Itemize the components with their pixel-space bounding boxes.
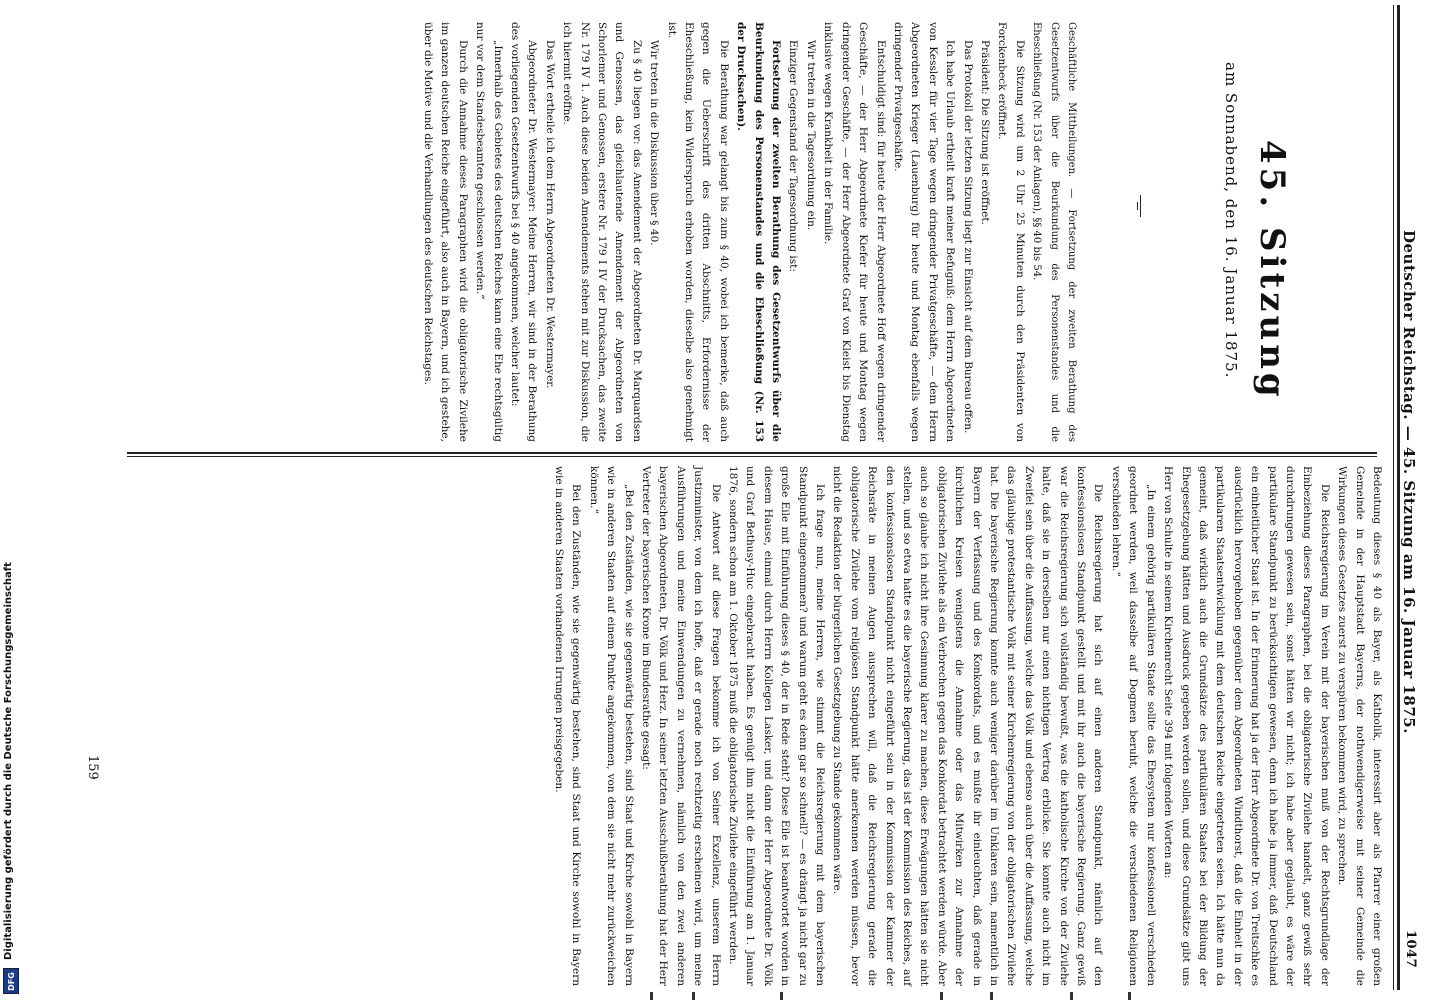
folio-number (85, 755, 100, 780)
digitization-note (3, 562, 14, 960)
right-column (135, 466, 1385, 986)
paragraph: Ich frage nun, meine Herren, wie stimmt die Reichsregierung mit dem bayerischen Standpunkt eingenommen? und warum geht es denn gar so schnell? — es drängt ja nicht gar zu große Eile mit Einführung dieses § 40, der in Rede steht? Diese Eile ist beantwortet worden in diesem Hause, einmal durch Herrn Kollegen Lasker, und dann der Herr Abgeordnete Dr. Völk und Graf Bethusy-Huc eingebracht haben. Es genügt ihm nicht die Einführung am 1. Januar 1876, sondern schon am 1. Oktober 1875 muß die obligatorische Zivilehe eingeführt werden. (726, 466, 826, 986)
page-number (1403, 930, 1418, 968)
session-date (1222, 62, 1240, 378)
quotation: „Innerhalb des Gebietes des deutschen Reiches kann eine Ehe rechtsgültig nur vor dem Standesbeamten geschlossen werden.“ (474, 22, 504, 442)
session-date-text: am Sonnabend, den 16. Januar 1875. (1222, 62, 1240, 379)
session-title (1252, 140, 1292, 401)
paragraph: Die Reichsregierung hat sich auf einen anderen Standpunkt, nämlich auf den konfessionslosen Standpunkt gestellt und mit ihr auch die bayerische Regierung. Ganz gewiß war die Reichsregierung sich vollständig bewußt, was die katholische Kirche von der Zivilehe halte, daß sie in derselben nur einen nichtigen Vertrag erblicke. Sie konnte auch nicht im Zweifel sein über die Auffassung, welche das Volk und ebenso auch über die Auffassung, welche das gläubige protestantische Volk mit seiner Kirchenregierung von der obligatorischen Zivilehe hat. Die bayerische Regierung konnte auch weniger darüber im Unklaren sein, namentlich in Bayern der Verfassung und des Konkordats, und es mußte ihr einleuchten, daß gerade in kirchlichen Kreisen wenigstens die Annahme oder das Mitwirken zur Annahme der obligatorischen Zivilehe als ein Verbrechen gegen das Konkordat betrachtet werden würde. Aber auch so glaube ich nicht ihre Gesinnung klarer zu machen, diese Erwägungen hätten sie nicht stellen, und so etwa hatte es die bayerische Regierung, das ist der Kommission des Reiches, auf den konfessionslosen Standpunkt nicht eingeführt sein in der Kommission der Kammer der Reichsräte in meinen Augen aussprechen will, daß die Reichsregierung gerade die obligatorische Zivilehe vom religiösen Standpunkt hätte anerkennen werden müssen, bevor nicht die Redaktion der bürgerlichen Gesetzgebung zu Stande gekommen wäre. (831, 466, 1105, 986)
folio-text: 159 (85, 755, 100, 780)
paragraph: Präsident: Die Sitzung ist eröffnet. (978, 40, 991, 225)
column-divider (127, 452, 1377, 454)
paragraph: Wir treten in die Diskussion über § 40. (648, 40, 661, 246)
paragraph: Ich habe Urlaub ertheilt kraft meiner Befugniß: dem Herrn Abgeordneten von Kessler für vier Tage wegen dringender Privatgeschäfte, — dem Herrn Abgeordneten Krieger (Lauenburg) für heute und Montag ebenfalls wegen dringender Privatgeschäfte. (891, 22, 957, 442)
paragraph: Abgeordneter Dr. Westermayer: Meine Herren, wir sind in der Berathung des vorliegenden Gesetzentwurfs bei § 40 angekommen, welcher lautet: (509, 22, 539, 442)
paragraph: Durch die Annahme dieses Paragraphen wird die obligatorische Zivilehe im ganzen deutschen Reiche eingeführt, also auch in Bayern, und ich gestehe, über die Motive und die Verhandlungen des deutschen Reichstages. (421, 22, 469, 442)
left-column (120, 22, 1080, 442)
running-header (1400, 230, 1418, 734)
paragraph: Einziger Gegenstand der Tagesordnung ist: (787, 40, 800, 272)
paragraph: Bedeutung dieses § 40 als Bayer, als Katholik, interessirt aber als Pfarrer einer großen Gemeinde in der Hauptstadt Bayerns, der nothwendigerweise mit seiner Gemeinde die Wirkungen dieses Gesetzes zuerst zu verspüren bekommen wird, zu sprechen. (1336, 466, 1383, 986)
paragraph: Die Reichsregierung im Verein mit der bayerischen muß von der Rechtsgrundlage der Einbeziehung dieses Paragraphen, bei die obligatorische Zivilehe handelt, ganz gewiß sehr durchdrungen gewesen sein, sonst hätten wir nicht; ich habe aber geglaubt, es wäre der partikulare Standpunkt zu berücksichtigen gewesen, denn ich habe ja immer, daß Deutschland ein einheitlicher Staat ist. In der Erinnerung hat ja der Herr Abgeordnete Dr. von Treitschke es ausdrücklich hervorgehoben gegenüber dem Abgeordneten Windthorst, daß die Einheit in der partikularen Staatsentwicklung mit dem deutschen Reiche eingetreten seien. Ich hätte nun da gemeint, daß wirklich auch die Grundsätze des partikulären Staates bei der Bildung der Ehegesetzgebung hätten und Ausdruck gegeben werden sollen, und diese Grundsätze gibt uns Herr von Schulte in seinem Kirchenrecht Seite 394 mit folgenden Worten an: (1162, 466, 1331, 986)
paragraph: Das Protokoll der letzten Sitzung liegt zur Einsicht auf dem Bureau offen. (961, 40, 974, 434)
dfg-logo-text: DFG (6, 971, 16, 991)
title-rule (1140, 195, 1141, 217)
session-summary: Geschäftliche Mittheilungen. — Fortsetzung der zweiten Berathung des Gesetzentwurfs über die Beurkundung des Personenstandes und die Eheschließung (Nr. 153 der Anlagen), §§ 40 bis 54. (1031, 22, 1077, 442)
paragraph: Wir treten in die Tagesordnung ein. (804, 40, 817, 231)
quotation: „In einem gehörig partikulären Staate sollte das Ehesystem nur konfessionell verschieden geordnet werden, weil dasselbe auf Dogmen beruht, welche die verschiedenen Religionen verschieden lehren.“ (1109, 466, 1157, 986)
header-rule-thin (1393, 5, 1394, 990)
agenda-item: Fortsetzung der zweiten Berathung des Gesetzentwurfs über die Beurkundung des Personenstandes und die Eheschließung (Nr. 153 der Drucksachen). (735, 22, 783, 442)
paragraph: Entschuldigt sind: für heute der Herr Abgeordnete Hoff wegen dringender Geschäfte, — der Herr Abgeordnete Kiefer für heute und Montag wegen dringender Geschäfte, — der Herr Abgeordnete Graf von Kleist bis Dienstag inklusive wegen Krankheit in der Familie. (822, 22, 887, 442)
scan-edge-marks (650, 992, 1150, 1000)
page-number-text: 1047 (1403, 930, 1418, 969)
paragraph: Zu § 40 liegen vor: das Amendement der Abgeordneten Dr. Marquardsen und Genossen, das gleichlautende Amendement der Abgeordneten von Schorlemer und Genossen, erstere Nr. 179 I IV der Drucksachen, das zweite Nr. 179 IV 1. Auch diese beiden Amendements stehen mit zur Diskussion, die ich hiermit eröffne. (561, 22, 643, 442)
quotation: „Bei den Zuständen, wie sie gegenwärtig bestehen, sind Staat und Kirche sowohl in Bayern wie in anderen Staaten auf einem Punkte angekommen, von dem sie nicht mehr zurückweichen können.“ (587, 466, 635, 986)
digitization-note-text: Digitalisierung gefördert durch die Deutsche Forschungsgemeinschaft (3, 562, 14, 960)
running-title: Deutscher Reichstag. — 45. Sitzung am 16. Januar 1875. (1400, 230, 1418, 734)
column-divider-2 (127, 456, 1377, 457)
paragraph: Die Berathung war gelangt bis zum § 40, wobei ich bemerke, daß auch gegen die Ueberschrift des dritten Abschnitts, Erfordernisse der Eheschließung, kein Widerspruch erhoben worden, dieselbe also genehmigt ist. (665, 22, 730, 442)
paragraph: Die Sitzung wird um 2 Uhr 25 Minuten durch den Präsidenten von Forckenbeck eröffnet. (996, 22, 1026, 442)
paragraph: Die Antwort auf diese Fragen bekomme ich von Seiner Exzellenz, unserem Herrn Justizminister, von dem ich hoffe, daß er gerade noch rechtzeitig erscheinen wird, um meine Ausführungen und meine Einwendungen zu vernehmen, nämlich von den zwei anderen bayerischen Abgeordneten, Dr. Völk und Herz. In seiner letzten Ausschußberathung hat der Herr Vertreter der bayerischen Krone im Bundesrathe gesagt: (639, 466, 722, 986)
title-rule-short (1137, 202, 1138, 210)
paragraph: Das Wort ertheile ich dem Herrn Abgeordneten Dr. Westermayer. (543, 40, 556, 389)
dfg-logo (3, 968, 19, 994)
session-title-text: 45. Sitzung (1252, 140, 1292, 401)
paragraph: Bei den Zuständen, wie sie gegenwärtig bestehen, sind Staat und Kirche sowohl in Bayern wie in anderen Staaten vorhandenen Irrungen preisgegeben. (552, 466, 583, 986)
